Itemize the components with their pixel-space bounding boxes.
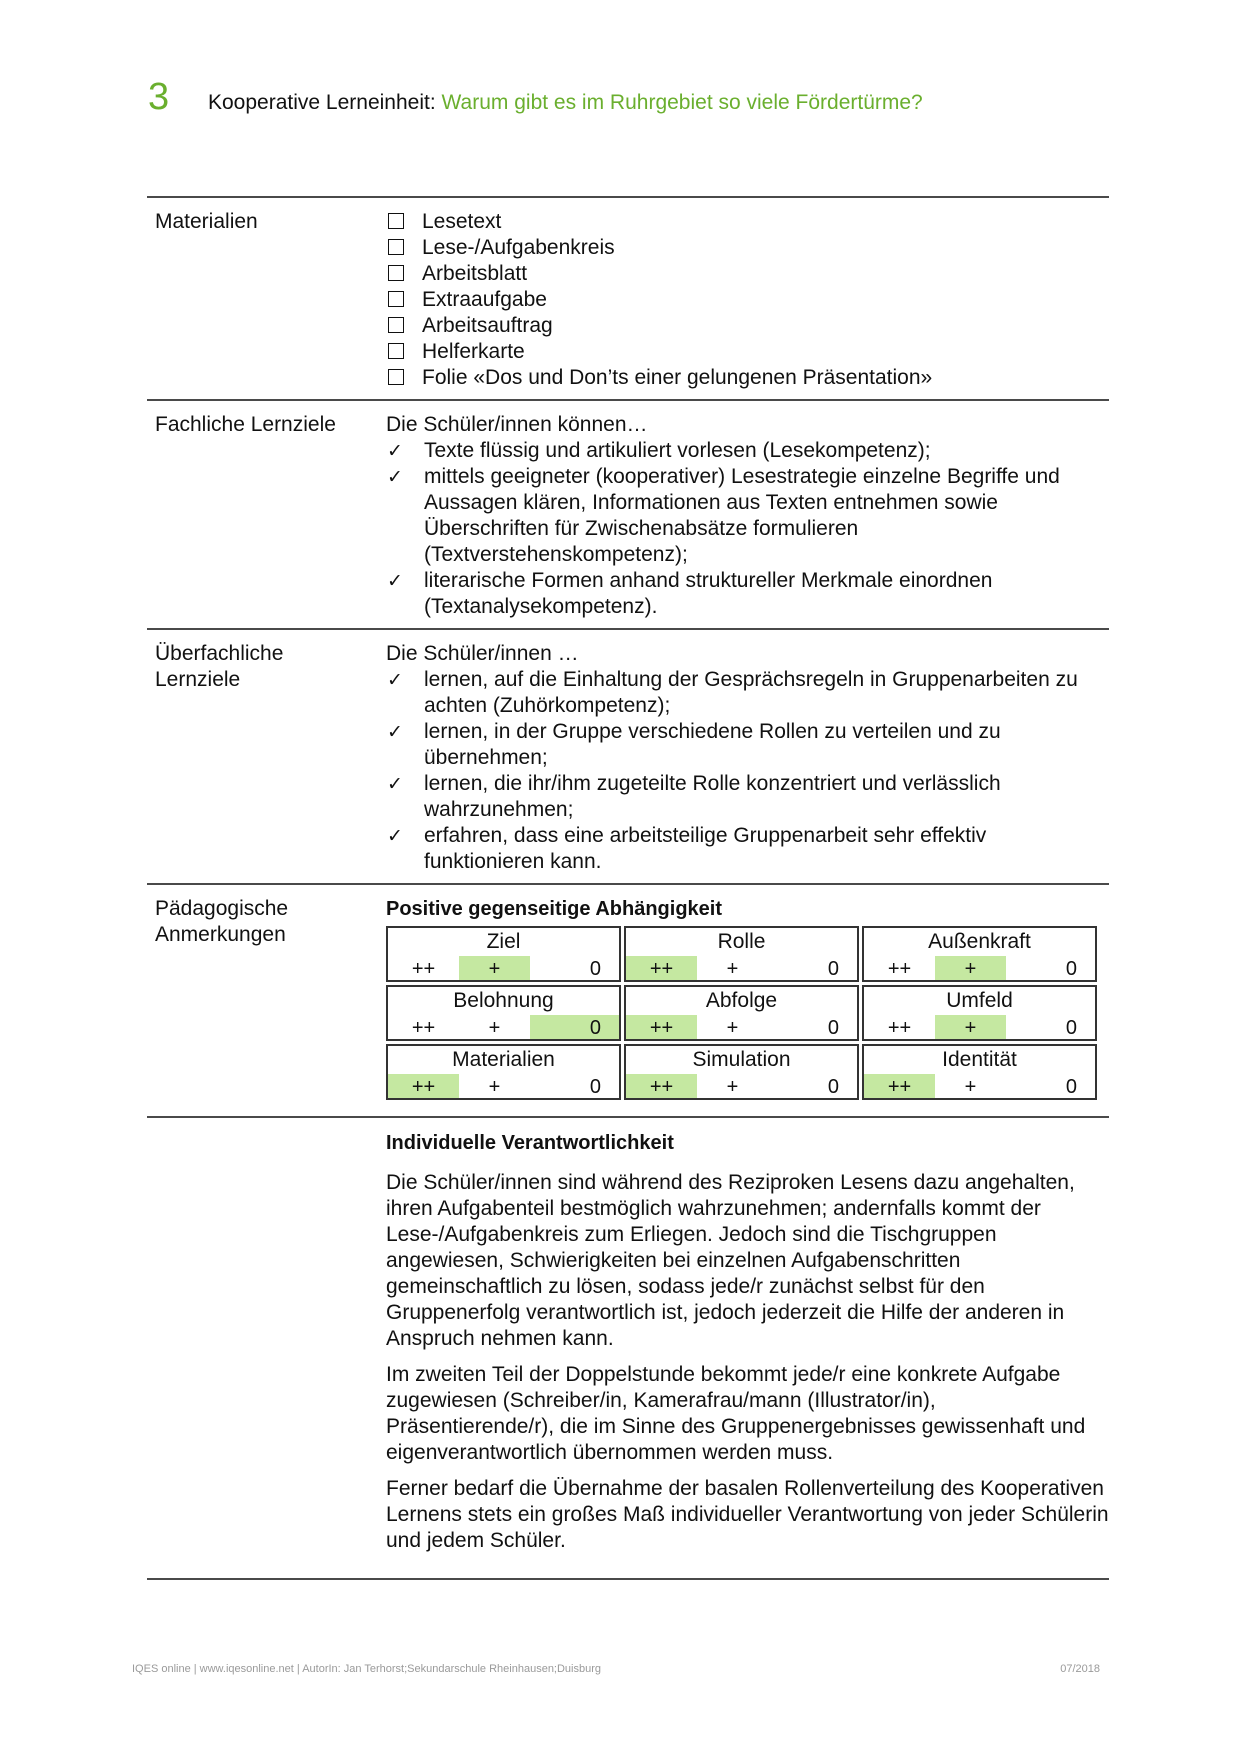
- item-text: lernen, in der Gruppe verschiedene Rollen zu verteilen und zu übernehmen;: [424, 720, 1001, 769]
- grid-cell: [386, 926, 621, 982]
- level-option-selected[interactable]: ++: [626, 956, 697, 980]
- label-line: Anmerkungen: [155, 923, 286, 946]
- cell-title: Identität: [942, 1048, 1017, 1071]
- cell-title: Belohnung: [453, 989, 554, 1012]
- level-option[interactable]: 0: [1065, 1017, 1077, 1039]
- row-label: [147, 885, 383, 1116]
- lesson-overview-table: [147, 196, 1109, 1580]
- level-option[interactable]: +: [488, 1017, 501, 1039]
- checkbox-icon[interactable]: [388, 291, 404, 307]
- row-fachliche-lernziele: [147, 401, 1109, 630]
- label-line: Überfachliche: [155, 642, 284, 665]
- checkmark-icon: ✓: [387, 773, 403, 795]
- label-line: Pädagogische: [155, 897, 289, 920]
- paragraphs: [386, 1170, 1109, 1554]
- checkbox-icon[interactable]: [388, 239, 404, 255]
- goal-item: [386, 719, 1109, 771]
- checkmark-icon: ✓: [387, 570, 403, 592]
- checkbox-icon[interactable]: [388, 369, 404, 385]
- item-text: lernen, die ihr/ihm zugeteilte Rolle konzentriert und verlässlich wahrzunehmen;: [424, 772, 1001, 821]
- grid-cell: [862, 1044, 1097, 1100]
- cell-title: Abfolge: [705, 989, 778, 1012]
- level-options: [864, 1074, 1095, 1098]
- checkmark-icon: ✓: [387, 466, 403, 488]
- level-option[interactable]: ++: [411, 958, 436, 980]
- level-option[interactable]: 0: [1065, 1076, 1077, 1098]
- checklist-item: [386, 365, 1109, 391]
- materials-checklist: [386, 209, 1109, 391]
- row-label: [147, 630, 383, 883]
- row-content: [383, 401, 1109, 628]
- item-text: Arbeitsblatt: [422, 262, 528, 285]
- item-text: lernen, auf die Einhaltung der Gesprächsregeln in Gruppenarbeiten zu achten (Zuhörkompetenz);: [424, 668, 1078, 717]
- title-main: Warum gibt es im Ruhrgebiet so viele Fördertürme?: [441, 91, 923, 114]
- checklist-item: [386, 287, 1109, 313]
- cell-title: Rolle: [717, 930, 766, 953]
- level-option[interactable]: 0: [827, 1017, 839, 1039]
- checkmark-icon: ✓: [387, 721, 403, 743]
- level-option-selected[interactable]: ++: [626, 1015, 697, 1039]
- item-text: literarische Formen anhand struktureller Merkmale einordnen (Textanalysekompetenz).: [424, 569, 993, 618]
- goal-item: [386, 771, 1109, 823]
- cell-title: Simulation: [692, 1048, 791, 1071]
- item-text: erfahren, dass eine arbeitsteilige Gruppenarbeit sehr effektiv funktionieren kann.: [424, 824, 987, 873]
- item-text: Folie «Dos und Don’ts einer gelungenen Präsentation»: [422, 366, 933, 389]
- goal-item: [386, 667, 1109, 719]
- footer-date: 07/2018: [1060, 1663, 1100, 1675]
- checkbox-icon[interactable]: [388, 213, 404, 229]
- level-option[interactable]: 0: [589, 958, 601, 980]
- row-content: [383, 885, 1109, 1116]
- interdependence-grid: [386, 926, 1097, 1100]
- level-option[interactable]: 0: [1065, 958, 1077, 980]
- checkmark-icon: ✓: [387, 669, 403, 691]
- paragraph: Im zweiten Teil der Doppelstunde bekommt jede/r eine konkrete Aufgabe zugewiesen (Schreiber/in, Kamerafrau/mann (Illustrator/in), Präsentierende/r), die im Sinne des Gruppenergebnisses gewissenhaft und eigenverantwortlich übernommen werden muss.: [386, 1363, 1086, 1464]
- goal-item: [386, 823, 1109, 875]
- goal-item: [386, 438, 1109, 464]
- grid-cell: [862, 985, 1097, 1041]
- goals-list: [386, 438, 1109, 620]
- item-text: Helferkarte: [422, 340, 525, 363]
- grid-cell: [624, 926, 859, 982]
- level-options: [626, 1015, 857, 1039]
- checkbox-icon[interactable]: [388, 317, 404, 333]
- level-option[interactable]: ++: [887, 1017, 912, 1039]
- page-title: [208, 91, 923, 115]
- level-option-selected[interactable]: ++: [864, 1074, 935, 1098]
- goals-list: [386, 667, 1109, 875]
- level-option[interactable]: 0: [589, 1076, 601, 1098]
- paragraph: Ferner bedarf die Übernahme der basalen Rollenverteilung des Kooperativen Lernens stets ein großes Maß individueller Verantwortung von jeder Schülerin und jedem Schüler.: [386, 1477, 1109, 1552]
- label-line: Lernziele: [155, 668, 241, 691]
- level-option[interactable]: +: [964, 1076, 977, 1098]
- item-text: Arbeitsauftrag: [422, 314, 553, 337]
- checklist-item: [386, 313, 1109, 339]
- cell-title: Außenkraft: [928, 930, 1031, 953]
- level-option[interactable]: ++: [411, 1017, 436, 1039]
- row-content: [383, 630, 1109, 883]
- level-option[interactable]: 0: [827, 958, 839, 980]
- page-footer: [132, 1663, 1100, 1675]
- goal-item: [386, 464, 1109, 568]
- grid-title: Positive gegenseitige Abhängigkeit: [386, 898, 722, 920]
- chapter-number: 3: [148, 76, 170, 118]
- level-option[interactable]: ++: [887, 958, 912, 980]
- row-ueberfachliche-lernziele: [147, 630, 1109, 885]
- row-content: [383, 198, 1109, 399]
- level-options: [388, 1074, 619, 1098]
- grid-cell: [386, 1044, 621, 1100]
- footer-credits: IQES online | www.iqesonline.net | AutorIn: Jan Terhorst;Sekundarschule Rheinhausen;Duisburg: [132, 1663, 602, 1675]
- checklist-item: [386, 339, 1109, 365]
- row-materialien: [147, 198, 1109, 401]
- grid-cell: [624, 985, 859, 1041]
- level-option[interactable]: 0: [827, 1076, 839, 1098]
- cell-title: Ziel: [486, 930, 521, 953]
- checklist-item: [386, 209, 1109, 235]
- level-options: [864, 1015, 1095, 1039]
- row-content: [383, 1118, 1109, 1578]
- checkmark-icon: ✓: [387, 440, 403, 462]
- grid-cell: [624, 1044, 859, 1100]
- cell-title: Materialien: [452, 1048, 555, 1071]
- row-label-empty: [147, 1118, 383, 1578]
- item-text: Lesetext: [422, 210, 502, 233]
- level-option-selected[interactable]: +: [459, 956, 530, 980]
- goal-item: [386, 568, 1109, 620]
- level-options: [626, 956, 857, 980]
- checklist-item: [386, 235, 1109, 261]
- page-header: [148, 76, 923, 116]
- row-paedagogische-anmerkungen: [147, 885, 1109, 1118]
- level-options: [388, 956, 619, 980]
- level-option[interactable]: +: [488, 1076, 501, 1098]
- level-option-selected[interactable]: ++: [626, 1074, 697, 1098]
- level-options: [864, 956, 1095, 980]
- level-option-selected[interactable]: ++: [388, 1074, 459, 1098]
- item-text: mittels geeigneter (kooperativer) Lesestrategie einzelne Begriffe und Aussagen klären, Informationen aus Texten entnehmen sowie Überschriften für Zwischenabsätze formulieren (Textverstehenskompetenz);: [424, 465, 1060, 566]
- checklist-item: [386, 261, 1109, 287]
- level-option-selected[interactable]: +: [935, 1015, 1006, 1039]
- level-option-selected[interactable]: 0: [530, 1015, 619, 1039]
- level-option[interactable]: +: [726, 958, 739, 980]
- checkmark-icon: ✓: [387, 825, 403, 847]
- row-label: Materialien: [155, 210, 258, 233]
- item-text: Lese-/Aufgabenkreis: [422, 236, 615, 259]
- intro-text: Die Schüler/innen können…: [386, 413, 648, 436]
- level-option-selected[interactable]: +: [935, 956, 1006, 980]
- item-text: Texte flüssig und artikuliert vorlesen (Lesekompetenz);: [424, 439, 931, 462]
- section-title: Individuelle Verantwortlichkeit: [386, 1132, 674, 1154]
- checkbox-icon[interactable]: [388, 343, 404, 359]
- grid-cell: [862, 926, 1097, 982]
- intro-text: Die Schüler/innen …: [386, 642, 579, 665]
- level-option[interactable]: +: [726, 1017, 739, 1039]
- checkbox-icon[interactable]: [388, 265, 404, 281]
- item-text: Extraaufgabe: [422, 288, 547, 311]
- row-label: Fachliche Lernziele: [155, 413, 336, 436]
- row-individuelle-verantwortlichkeit: [147, 1118, 1109, 1580]
- paragraph: Die Schüler/innen sind während des Reziproken Lesens dazu angehalten, ihren Aufgabenteil bestmöglich wahrzunehmen; andernfalls kommt der Lese-/Aufgabenkreis zum Erliegen. Jedoch sind die Tischgruppen angewiesen, Schwierigkeiten bei einzelnen Aufgabenschritten gemeinschaftlich zu lösen, sodass jede/r zunächst selbst für den Gruppenerfolg verantwortlich ist, jedoch jederzeit die Hilfe der anderen in Anspruch nehmen kann.: [386, 1171, 1075, 1350]
- level-option[interactable]: +: [726, 1076, 739, 1098]
- title-prefix: Kooperative Lerneinheit:: [208, 91, 442, 114]
- cell-title: Umfeld: [946, 989, 1013, 1012]
- level-options: [388, 1015, 619, 1039]
- grid-cell: [386, 985, 621, 1041]
- level-options: [626, 1074, 857, 1098]
